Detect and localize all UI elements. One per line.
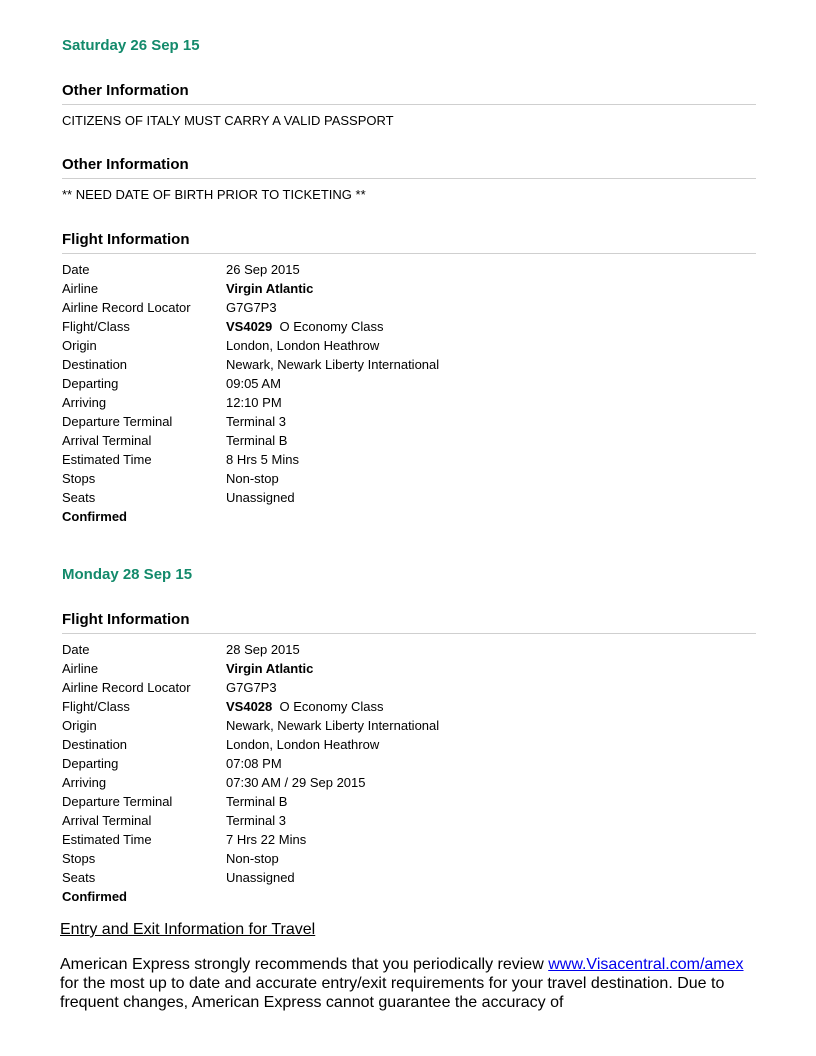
other-info-title-1: Other Information (62, 82, 756, 105)
flight-table-1 (62, 260, 439, 526)
status-confirmed: Confirmed (62, 889, 127, 904)
flight-date: 26 Sep 2015 (226, 262, 300, 277)
arrival-terminal: Terminal 3 (226, 813, 286, 828)
table-row: Stops Non-stop (62, 469, 439, 488)
entry-exit-text: American Express strongly recommends that you periodically review www.Visacentral.com/amex for the most up to date and accurate entry/exit requirements for your travel destination. Due to frequent changes, American Express cannot guarantee the accuracy of (60, 956, 744, 1011)
flight-class (226, 317, 439, 336)
airline-name: Virgin Atlantic (226, 281, 314, 296)
arrival-terminal: Terminal B (226, 433, 288, 448)
arriving: 07:30 AM / 29 Sep 2015 (226, 775, 366, 790)
estimated-time: 8 Hrs 5 Mins (226, 452, 299, 467)
arriving: 12:10 PM (226, 395, 282, 410)
table-row (62, 507, 439, 526)
flight-date: 28 Sep 2015 (226, 642, 300, 657)
status-confirmed: Confirmed (62, 509, 127, 524)
airline-name: Virgin Atlantic (226, 661, 314, 676)
table-row: Arrival Terminal Terminal B (62, 431, 439, 450)
table-row: Arriving 12:10 PM (62, 393, 439, 412)
destination: Newark, Newark Liberty International (226, 357, 440, 372)
day-heading-mon: Monday 28 Sep 15 (62, 566, 193, 583)
flight-table-2 (62, 640, 439, 906)
table-row: Estimated Time 7 Hrs 22 Mins (62, 830, 439, 849)
table-row: Estimated Time 8 Hrs 5 Mins (62, 450, 439, 469)
table-row: Date 26 Sep 2015 (62, 260, 439, 279)
flight-info-title-1: Flight Information (62, 231, 756, 254)
seats: Unassigned (226, 490, 295, 505)
table-row: Flight/Class VS4029 O Economy Class (62, 317, 439, 336)
table-row (62, 887, 439, 906)
table-row: Seats Unassigned (62, 868, 439, 887)
table-row: Origin London, London Heathrow (62, 336, 439, 355)
other-info-text-2: ** NEED DATE OF BIRTH PRIOR TO TICKETING ** (62, 187, 366, 202)
record-locator: G7G7P3 (226, 300, 277, 315)
table-row: Airline Virgin Atlantic (62, 279, 439, 298)
table-row: Airline Virgin Atlantic (62, 659, 439, 678)
day-heading-sat: Saturday 26 Sep 15 (62, 37, 200, 54)
seats: Unassigned (226, 870, 295, 885)
origin: Newark, Newark Liberty International (226, 718, 440, 733)
record-locator: G7G7P3 (226, 680, 277, 695)
table-row: Date 28 Sep 2015 (62, 640, 439, 659)
destination: London, London Heathrow (226, 737, 380, 752)
entry-exit-title: Entry and Exit Information for Travel (60, 921, 316, 938)
cabin-class: O Economy Class (279, 319, 384, 334)
flight-number: VS4029 (226, 319, 273, 334)
table-row: Departing 09:05 AM (62, 374, 439, 393)
table-row: Destination London, London Heathrow (62, 735, 439, 754)
stops: Non-stop (226, 471, 279, 486)
stops: Non-stop (226, 851, 279, 866)
flight-class (226, 697, 439, 716)
estimated-time: 7 Hrs 22 Mins (226, 832, 307, 847)
flight-number: VS4028 (226, 699, 273, 714)
table-row: Flight/Class VS4028 O Economy Class (62, 697, 439, 716)
table-row: Departure Terminal Terminal B (62, 792, 439, 811)
table-row: Airline Record Locator G7G7P3 (62, 298, 439, 317)
table-row: Airline Record Locator G7G7P3 (62, 678, 439, 697)
table-row: Stops Non-stop (62, 849, 439, 868)
departure-terminal: Terminal 3 (226, 414, 286, 429)
departing: 09:05 AM (226, 376, 281, 391)
table-row: Origin Newark, Newark Liberty International (62, 718, 440, 733)
table-row: Departure Terminal Terminal 3 (62, 412, 439, 431)
departure-terminal: Terminal B (226, 794, 288, 809)
departing: 07:08 PM (226, 756, 282, 771)
cabin-class: O Economy Class (279, 699, 384, 714)
visacentral-link[interactable]: www.Visacentral.com/amex (548, 956, 744, 973)
table-row: Seats Unassigned (62, 488, 439, 507)
other-info-text-1: CITIZENS OF ITALY MUST CARRY A VALID PASSPORT (62, 113, 394, 128)
table-row: Arrival Terminal Terminal 3 (62, 811, 439, 830)
table-row: Departing 07:08 PM (62, 754, 439, 773)
flight-info-title-2: Flight Information (62, 611, 756, 634)
table-row: Arriving 07:30 AM / 29 Sep 2015 (62, 773, 439, 792)
other-info-title-2: Other Information (62, 156, 756, 179)
table-row: Destination Newark, Newark Liberty International (62, 357, 440, 372)
origin: London, London Heathrow (226, 338, 380, 353)
